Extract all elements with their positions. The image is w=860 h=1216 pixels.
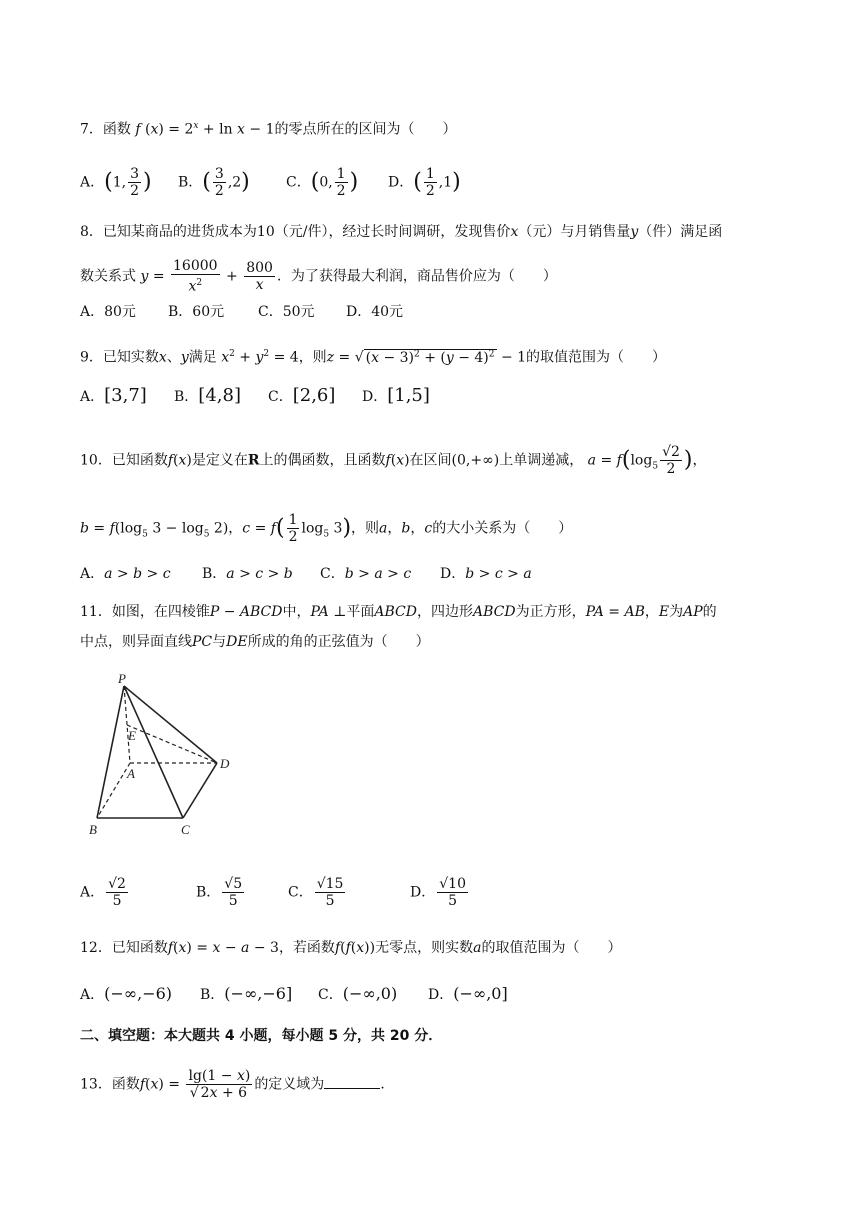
- q7-suffix: 的零点所在的区间为（ ）: [274, 121, 457, 138]
- label-D: D: [220, 756, 230, 771]
- q8-line2: 数关系式 y = $\frac{16000}{x^2}$ + $\frac{800}{x}$ ．为了获得最大利润，商品售价应为（ ）: [80, 258, 557, 295]
- section-heading: 二、填空题：本大题共 4 小题，每小题 5 分，共 20 分．: [80, 1028, 443, 1044]
- q10-option-c: C．b > a > c: [320, 566, 412, 582]
- q12-option-d: D．(−∞,0]: [428, 984, 508, 1003]
- edge-CD: [183, 763, 217, 818]
- edge-PD: [124, 686, 217, 763]
- edge-PC: [124, 686, 183, 818]
- q12-option-a: A．(−∞,−6): [80, 984, 173, 1003]
- q13-answer-blank[interactable]: [324, 1074, 380, 1089]
- q9-stem: 9．已知实数x、y满足 $x^2 + y^2 = 4$，则z = √ $(x - 3)^2 + (y - 4)^2 - 1$的取值范围为（ ）: [80, 349, 667, 366]
- edge-PB: [97, 686, 124, 818]
- q11-option-d: D． $\frac{√10}{5}$: [410, 876, 466, 909]
- q7-option-d: D．( $\frac{1}{2}$ ,1): [388, 166, 461, 199]
- q11-line2: 中点，则异面直线PC与DE所成的角的正弦值为（ ）: [80, 634, 430, 650]
- q7-option-b: B．( $\frac{3}{2}$ ,2): [178, 166, 250, 199]
- q11-option-b: B． $\frac{√5}{5}$: [196, 876, 243, 909]
- q9-option-a: A．[3,7]: [80, 385, 147, 406]
- q11-option-a: A． $\frac{√2}{5}$: [80, 876, 126, 909]
- q10-option-a: A．a > b > c: [80, 566, 171, 582]
- q9-option-d: D．[1,5]: [362, 385, 430, 406]
- q8-option-c: C．50元: [258, 304, 315, 320]
- q7-stem: 7．函数 f $(x) = 2^x + \ln x - 1$的零点所在的区间为（ ）: [80, 121, 457, 138]
- label-B: B: [89, 822, 97, 837]
- q13-stem: 13．函数f(x) = $\frac{\lg(1 - x)}{√ 2x + 6}$ 的定义域为 ．: [80, 1068, 395, 1101]
- q8-option-b: B．60元: [168, 304, 225, 320]
- q7-prefix: 7．函数: [80, 121, 131, 138]
- q10-line1: 10．已知函数f(x)是定义在R上的偶函数，且函数f(x)在区间(0,+∞)上单调递减， $a = f(\log_5$ $\frac{√2}{2}$ )，: [80, 444, 707, 477]
- q8-line1: 8．已知某商品的进货成本为10（元/件），经过长时间调研，发现售价x（元）与月销售量y（件）满足函: [80, 224, 723, 240]
- label-E: E: [128, 728, 136, 743]
- q9-option-b: B．[4,8]: [174, 385, 241, 406]
- q10-line2: $b = f(\log_5$ $3 - \log_5 2$)，c = f( $\frac{1}{2}$ $\log_5 3$)，则a，b，c的大小关系为（ ）: [80, 512, 573, 545]
- q9-option-c: C．[2,6]: [268, 385, 336, 406]
- pyramid-figure: [80, 668, 250, 840]
- q7-option-c: C．(0, $\frac{1}{2}$ ): [286, 166, 359, 199]
- q10-option-b: B．a > c > b: [202, 566, 293, 582]
- q8-option-a: A．80元: [80, 304, 136, 320]
- q12-option-b: B．(−∞,−6]: [200, 984, 293, 1003]
- label-P: P: [118, 671, 126, 686]
- label-C: C: [181, 822, 190, 837]
- q12-option-c: C．(−∞,0): [318, 984, 398, 1003]
- q11-line1: 11．如图，在四棱锥P − ABCD中，PA ⊥平面ABCD，四边形ABCD为正方形，PA = AB，E为AP的: [80, 604, 717, 620]
- edge-ED: [127, 725, 217, 763]
- q12-stem: 12．已知函数f(x) = x − a − 3，若函数f(f(x))无零点，则实数a的取值范围为（ ）: [80, 940, 622, 956]
- q7-option-a: A．(1, $\frac{3}{2}$ ): [80, 166, 152, 199]
- label-A: A: [127, 766, 135, 781]
- q11-option-c: C． $\frac{√15}{5}$: [288, 876, 344, 909]
- q10-option-d: D．b > c > a: [440, 566, 532, 582]
- q8-option-d: D．40元: [346, 304, 404, 320]
